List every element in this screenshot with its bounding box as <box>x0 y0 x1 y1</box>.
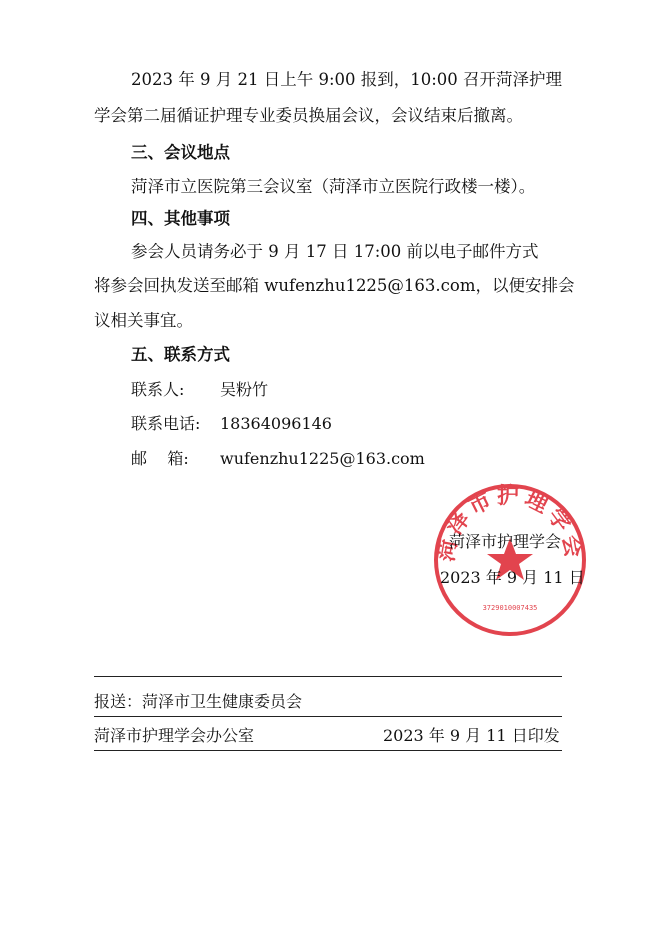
footer-report-to: 报送：菏泽市卫生健康委员会 <box>94 692 303 711</box>
seal-code: 3729010007435 <box>482 604 538 612</box>
footer-rule-bottom <box>94 750 562 751</box>
signature-org: 菏泽市护理学会 <box>449 532 562 551</box>
para1-line1: 2023 年 9 月 21 日上午 9:00 报到，10:00 召开菏泽护理 <box>131 70 563 89</box>
section4-line1: 参会人员请务必于 9 月 17 日 17:00 前以电子邮件方式 <box>131 242 539 261</box>
contact-email-value: wufenzhu1225@163.com <box>220 449 425 468</box>
contact-phone-label: 联系电话: <box>131 414 201 433</box>
section3-text: 菏泽市立医院第三会议室（菏泽市立医院行政楼一楼）。 <box>131 177 536 196</box>
seal-text: 菏泽市护理学会 <box>433 484 587 564</box>
footer-rule-top <box>94 676 562 677</box>
contact-person-label: 联系人: <box>131 380 185 399</box>
section4-line3: 议相关事宜。 <box>94 311 193 330</box>
footer-issue-date: 2023 年 9 月 11 日印发 <box>383 726 560 745</box>
section4-title: 四、其他事项 <box>131 209 230 228</box>
section4-line2: 将参会回执发送至邮箱 wufenzhu1225@163.com，以便安排会 <box>94 276 575 295</box>
contact-phone-value: 18364096146 <box>220 414 332 433</box>
contact-person-value: 吴粉竹 <box>220 380 269 399</box>
para1-line2: 学会第二届循证护理专业委员换届会议，会议结束后撤离。 <box>94 106 523 125</box>
contact-email-label: 邮 箱: <box>131 449 189 468</box>
signature-date: 2023 年 9 月 11 日 <box>440 568 585 587</box>
footer-issuer: 菏泽市护理学会办公室 <box>94 726 255 745</box>
section5-title: 五、联系方式 <box>131 345 230 364</box>
official-seal-icon <box>432 482 588 638</box>
section3-title: 三、会议地点 <box>131 143 230 162</box>
footer-rule-middle <box>94 716 562 717</box>
